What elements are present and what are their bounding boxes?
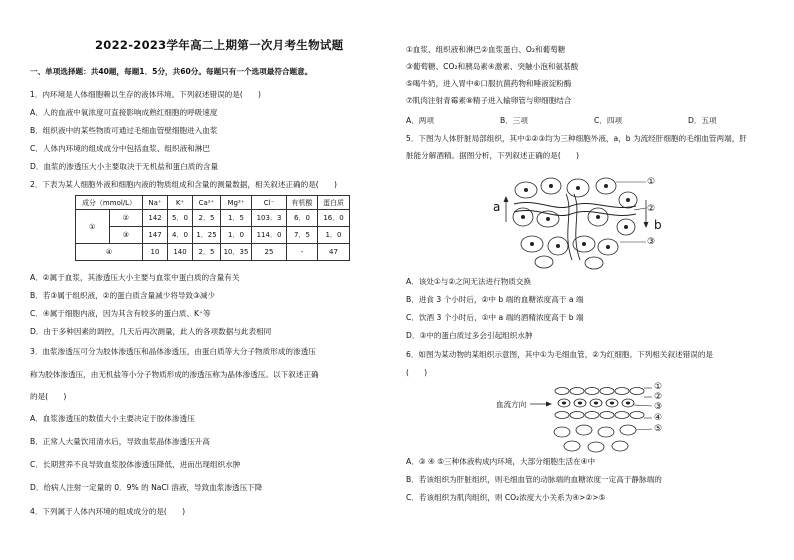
- q5-label-1: ①: [647, 177, 656, 187]
- q1-option-c: C．人体内环境的组成成分中包括血浆、组织液和淋巴: [30, 144, 210, 153]
- table-header: Ca²⁺: [193, 196, 221, 210]
- q3-option-b: B．正常人大量饮用清水后，导致血浆晶体渗透压升高: [30, 437, 210, 446]
- q6-stem-line2: ( ): [406, 368, 428, 377]
- q6-flow-label: 血流方向: [496, 400, 527, 409]
- table-cell: 114．0: [252, 227, 287, 244]
- table-cell: 6．0: [287, 210, 318, 227]
- table-header: Cl⁻: [252, 196, 287, 210]
- q6-tissue-diagram: [526, 380, 666, 460]
- q4-statements-4: ⑦肌肉注射青霉素⑧精子进入输卵管与卵细胞结合: [406, 96, 572, 105]
- table-cell: 7．5: [287, 227, 318, 244]
- table-cell: 25: [252, 244, 287, 261]
- q4-statements-1: ①血浆、组织液和淋巴②血浆蛋白、O₂和葡萄糖: [406, 45, 566, 54]
- table-cell: 140: [168, 244, 193, 261]
- q1-option-d: D．血浆的渗透压大小主要取决于无机盐和蛋白质的含量: [30, 162, 219, 171]
- table-cell: 1．25: [193, 227, 221, 244]
- table-row: [76, 227, 350, 244]
- q5-option-b: B．进食 3 个小时后，②中 b 端的血糖浓度高于 a 端: [406, 295, 584, 304]
- table-cell: 10．35: [221, 244, 252, 261]
- q3-stem-line1: 3．血浆渗透压可分为胶体渗透压和晶体渗透压，由蛋白质等大分子物质形成的渗透压: [30, 347, 316, 356]
- table-cell: 5．0: [168, 210, 193, 227]
- q4-statements-3: ⑤喝牛奶，进入胃中⑥口服抗菌药物和唾液淀粉酶: [406, 79, 572, 88]
- table-header: Mg²⁺: [221, 196, 252, 210]
- page-title: 2022-2023学年高二上期第一次月考生物试题: [95, 38, 344, 52]
- table-cell: 103．3: [252, 210, 287, 227]
- table-cell: 1．0: [221, 227, 252, 244]
- q5-end-a-label: a: [493, 200, 501, 214]
- table-cell: ③: [109, 227, 143, 244]
- table-header: K⁺: [168, 196, 193, 210]
- q6-option-b: B．若该组织为肝脏组织，则毛细血管的动脉端的血糖浓度一定高于静脉端的: [406, 475, 662, 484]
- q6-stem-line1: 6．如图为某动物的某组织示意图，其中①为毛细血管，②为红细胞。下列相关叙述错误的是: [406, 350, 714, 359]
- table-cell: 1．5: [221, 210, 252, 227]
- table-cell: 142: [143, 210, 168, 227]
- table-header: 蛋白质: [318, 196, 350, 210]
- table-row: [76, 244, 350, 261]
- table-cell: 10: [143, 244, 168, 261]
- q2-stem: 2．下表为某人细胞外液和细胞内液的物质组成和含量的测量数据，相关叙述正确的是( ): [30, 180, 337, 189]
- q5-option-d: D．③中的蛋白质过多会引起组织水肿: [406, 331, 533, 340]
- q3-option-a: A．血浆渗透压的数值大小主要决定于胶体渗透压: [30, 414, 195, 423]
- q5-option-a: A．该处①与②之间无法进行物质交换: [406, 277, 532, 286]
- q3-option-c: C．长期营养不良导致血浆胶体渗透压降低，进而出现组织水肿: [30, 460, 241, 469]
- table-cell: 47: [318, 244, 350, 261]
- q4-option-b: B．三项: [500, 116, 528, 125]
- q3-option-d: D．给病人注射一定量的 0．9% 的 NaCl 溶液，导致血浆渗透压下降: [30, 483, 263, 492]
- q5-stem-line1: 5．下图为人体肝脏局部组织，其中①②③均为三种细胞外液，a，b 为流经肝细胞的毛细血管两端，肝: [406, 134, 747, 143]
- q5-end-b-label: b: [654, 218, 662, 232]
- q5-liver-diagram: [496, 172, 666, 272]
- q6-label-4: ④: [654, 413, 663, 423]
- table-cell: ②: [109, 210, 143, 227]
- q5-label-2: ②: [647, 204, 656, 214]
- q1-option-b: B．组织液中的某些物质可通过毛细血管壁细胞进入血浆: [30, 126, 218, 135]
- q4-stem: 4．下列属于人体内环境的组成成分的是( ): [30, 507, 186, 516]
- q6-option-a: A．③ ④ ⑤三种体液构成内环境，大部分细胞生活在④中: [406, 457, 596, 466]
- q6-label-5: ⑤: [654, 424, 663, 434]
- q1-stem: 1．内环境是人体细胞赖以生存的液体环境。下列叙述错误的是( ): [30, 90, 261, 99]
- q6-label-1: ①: [654, 382, 663, 392]
- q6-label-2: ②: [654, 392, 663, 402]
- q4-option-c: C．四项: [594, 116, 623, 125]
- table-cell: 1．0: [318, 227, 350, 244]
- q3-stem-line3: 的是( ): [30, 392, 67, 401]
- table-cell: ①: [76, 210, 110, 244]
- q2-option-d: D．由于多种因素的调控，几天后再次测量，此人的各项数据与此表相同: [30, 327, 272, 336]
- table-cell: -: [287, 244, 318, 261]
- table-cell: ④: [76, 244, 143, 261]
- table-header: Na⁺: [143, 196, 168, 210]
- q2-option-b: B．若③属于组织液，②的蛋白质含量减少将导致③减少: [30, 291, 216, 300]
- table-cell: 2．5: [193, 244, 221, 261]
- q5-label-3: ③: [647, 237, 656, 247]
- q3-stem-line2: 称为胶体渗透压，由无机盐等小分子物质形成的渗透压称为晶体渗透压。以下叙述正确: [30, 370, 319, 379]
- q1-option-a: A．人的血液中氧浓度可直接影响成熟红细胞的呼吸速度: [30, 108, 218, 117]
- q2-data-table: [75, 195, 350, 261]
- section-heading: 一、单项选择题：共40题，每题1．5分，共60分。每题只有一个选项最符合题意。: [30, 67, 313, 76]
- table-header: 成分（mmol/L）: [76, 196, 143, 210]
- q5-option-c: C．饮酒 3 个小时后，①中 a 端的酒精浓度高于 b 端: [406, 313, 584, 322]
- table-cell: 16．0: [318, 210, 350, 227]
- table-header-row: [76, 196, 350, 210]
- q4-statements-2: ③葡萄糖、CO₂和胰岛素④激素、突触小泡和氨基酸: [406, 62, 579, 71]
- q6-option-c: C．若该组织为肌肉组织，则 CO₂浓度大小关系为④>②>⑤: [406, 493, 606, 502]
- table-cell: 2．5: [193, 210, 221, 227]
- q6-label-3: ③: [654, 402, 663, 412]
- q2-option-c: C．④属于细胞内液，因为其含有较多的蛋白质、K⁺等: [30, 309, 211, 318]
- table-row: [76, 210, 350, 227]
- table-cell: 147: [143, 227, 168, 244]
- q4-option-a: A．两项: [406, 116, 434, 125]
- table-header: 有机酸: [287, 196, 318, 210]
- q2-option-a: A．②属于血浆，其渗透压大小主要与血浆中蛋白质的含量有关: [30, 273, 240, 282]
- q5-stem-line2: 脏能分解酒精。据图分析，下列叙述正确的是( ): [406, 151, 579, 160]
- table-cell: 4．0: [168, 227, 193, 244]
- q4-option-d: D．五项: [688, 116, 717, 125]
